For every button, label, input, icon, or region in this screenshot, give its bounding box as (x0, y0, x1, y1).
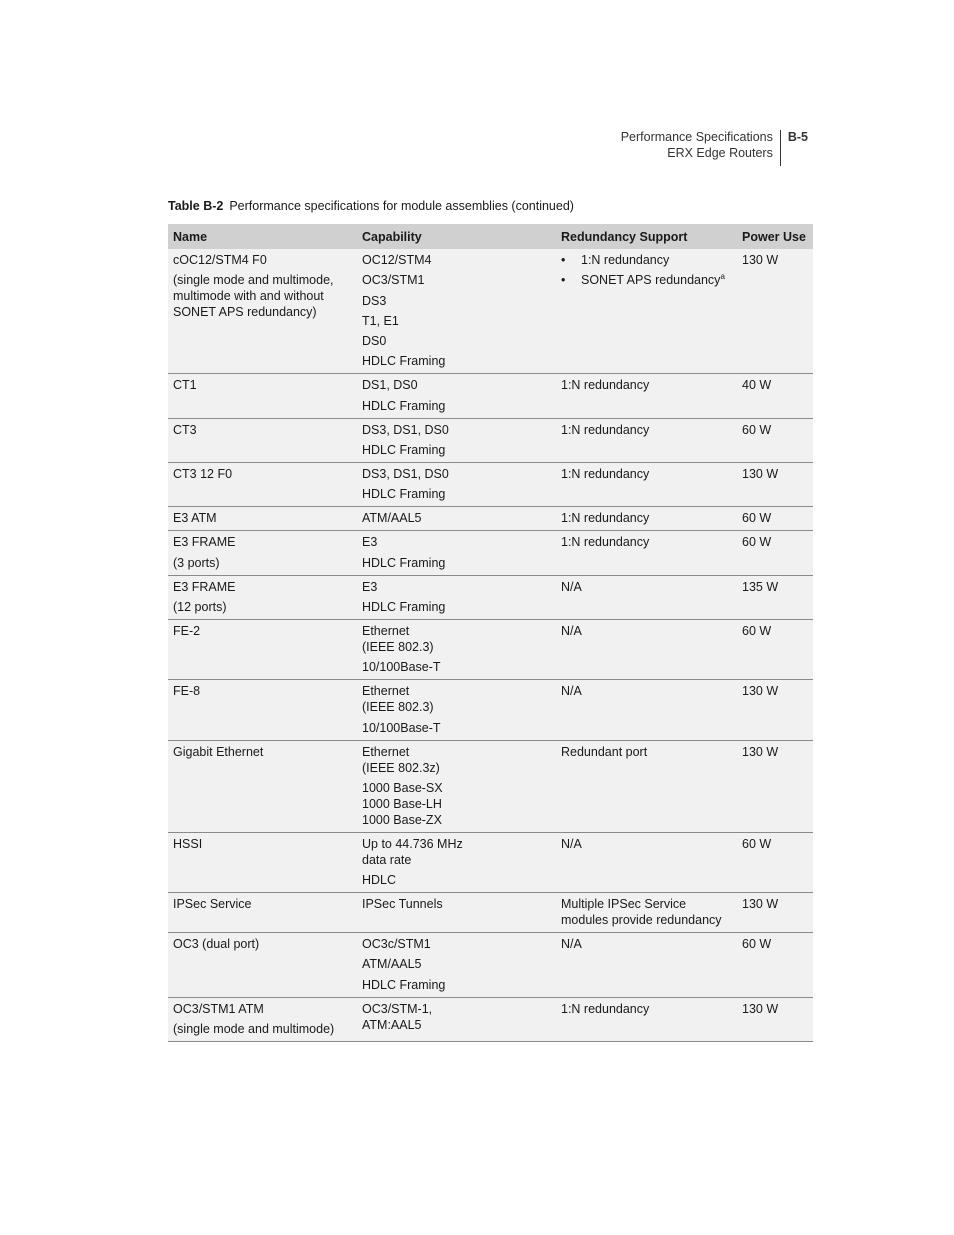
cell-text: OC3/STM-1, (362, 1001, 433, 1016)
cell-redundancy (556, 463, 737, 507)
cell-paragraph (362, 977, 551, 993)
cell-text: (single mode and multimode, (173, 273, 334, 288)
product-name: ERX Edge Routers (667, 145, 773, 160)
cell-paragraph (362, 293, 551, 309)
cell-text: 130 W (742, 253, 779, 267)
column-header-name: Name (168, 224, 357, 249)
cell-text: DS3, DS1, DS0 (362, 422, 449, 437)
cell-text: DS3 (362, 293, 387, 308)
cell-paragraph (561, 936, 732, 952)
cell-paragraph (362, 252, 551, 268)
cell-text: ATM:AAL5 (362, 1017, 422, 1032)
cell-text: CT1 (173, 378, 197, 393)
cell-power (737, 463, 813, 507)
cell-capability (357, 531, 556, 575)
cell-paragraph (362, 1001, 551, 1033)
redundancy-bullet (561, 272, 732, 288)
cell-paragraph (362, 956, 551, 972)
bullet-text: 1:N redundancy (581, 253, 670, 267)
cell-power (737, 619, 813, 679)
cell-text: Ethernet (362, 623, 410, 638)
cell-text: N/A (561, 579, 582, 594)
cell-text: HDLC Framing (362, 354, 446, 369)
column-header-power: Power Use (737, 224, 813, 249)
cell-text: Multiple IPSec Service (561, 897, 687, 912)
cell-capability (357, 418, 556, 462)
cell-text: 135 W (742, 579, 779, 594)
cell-text: 130 W (742, 897, 779, 912)
cell-paragraph (173, 377, 352, 393)
cell-text: 60 W (742, 422, 772, 437)
table-caption (168, 199, 574, 213)
cell-text: 1000 Base-SX (362, 780, 443, 795)
cell-text: FE-8 (173, 684, 201, 699)
cell-text: 1:N redundancy (561, 467, 650, 482)
cell-text: Gigabit Ethernet (173, 744, 264, 759)
cell-text: 130 W (742, 744, 779, 759)
cell-paragraph (561, 744, 732, 760)
cell-name (168, 374, 357, 418)
cell-redundancy (556, 531, 737, 575)
cell-text: 10/100Base-T (362, 660, 441, 675)
table-row (168, 933, 813, 998)
table-row (168, 997, 813, 1041)
cell-paragraph (362, 579, 551, 595)
table-row (168, 374, 813, 418)
page-number: B-5 (787, 130, 808, 144)
cell-capability (357, 463, 556, 507)
cell-text: E3 (362, 535, 378, 550)
cell-paragraph (362, 333, 551, 349)
cell-capability (357, 680, 556, 740)
cell-text: 60 W (742, 535, 772, 550)
cell-text: (IEEE 802.3z) (362, 760, 440, 775)
table-row (168, 531, 813, 575)
cell-text: IPSec Service (173, 897, 252, 912)
cell-capability (357, 507, 556, 531)
table-caption-label: Table B-2 (168, 199, 224, 213)
cell-paragraph (561, 896, 732, 928)
cell-paragraph (362, 836, 551, 868)
cell-paragraph (362, 272, 551, 288)
cell-text: 1:N redundancy (561, 535, 650, 550)
table-row (168, 832, 813, 892)
section-title: Performance Specifications (620, 130, 773, 144)
running-header (621, 130, 808, 166)
cell-power (737, 418, 813, 462)
cell-text: 1000 Base-LH (362, 796, 442, 811)
cell-text: HDLC Framing (362, 555, 446, 570)
cell-text: N/A (561, 836, 582, 851)
cell-paragraph (561, 534, 732, 550)
cell-paragraph (173, 534, 352, 550)
cell-power (737, 531, 813, 575)
cell-paragraph (173, 510, 352, 526)
cell-paragraph (362, 623, 551, 655)
cell-redundancy (556, 249, 737, 374)
cell-name (168, 463, 357, 507)
cell-text: HSSI (173, 836, 203, 851)
running-header-titles (621, 130, 781, 166)
spec-table (168, 224, 813, 1042)
cell-text: DS0 (362, 334, 387, 349)
cell-name (168, 619, 357, 679)
table-header-row (168, 224, 813, 249)
cell-text: OC3/STM1 (362, 273, 425, 288)
cell-paragraph (362, 442, 551, 458)
table-row (168, 619, 813, 679)
cell-paragraph (173, 936, 352, 952)
cell-text: multimode with and without (173, 289, 324, 304)
cell-text: 40 W (742, 378, 772, 393)
cell-text: HDLC Framing (362, 977, 446, 992)
cell-name (168, 832, 357, 892)
cell-paragraph (362, 353, 551, 369)
cell-paragraph (561, 377, 732, 393)
cell-redundancy (556, 832, 737, 892)
cell-text: E3 FRAME (173, 579, 236, 594)
cell-redundancy (556, 997, 737, 1041)
cell-text: OC12/STM4 (362, 253, 432, 267)
cell-redundancy (556, 933, 737, 998)
table-caption-text: Performance specifications for module assemblies (continued) (229, 199, 574, 213)
cell-paragraph (362, 780, 551, 828)
cell-text: CT3 12 F0 (173, 467, 233, 482)
cell-paragraph (362, 377, 551, 393)
cell-paragraph (173, 683, 352, 699)
cell-paragraph (173, 252, 352, 268)
cell-power (737, 740, 813, 832)
cell-text: 60 W (742, 836, 772, 851)
redundancy-bullet-list (561, 252, 732, 288)
cell-text: (IEEE 802.3) (362, 639, 434, 654)
cell-name (168, 575, 357, 619)
cell-text: 1:N redundancy (561, 511, 650, 526)
cell-text: Redundant port (561, 744, 648, 759)
cell-text: ATM/AAL5 (362, 511, 422, 526)
cell-name (168, 418, 357, 462)
cell-capability (357, 933, 556, 998)
cell-text: (IEEE 802.3) (362, 700, 434, 715)
cell-name (168, 740, 357, 832)
column-header-redundancy: Redundancy Support (556, 224, 737, 249)
cell-paragraph (362, 599, 551, 615)
cell-name (168, 997, 357, 1041)
cell-text: E3 FRAME (173, 535, 236, 550)
cell-paragraph (561, 579, 732, 595)
cell-power (737, 933, 813, 998)
cell-paragraph (173, 836, 352, 852)
cell-capability (357, 619, 556, 679)
cell-text: HDLC (362, 873, 397, 888)
cell-paragraph (173, 579, 352, 595)
cell-paragraph (173, 1001, 352, 1017)
cell-paragraph (561, 836, 732, 852)
cell-power (737, 997, 813, 1041)
cell-text: SONET APS redundancy) (173, 305, 317, 320)
cell-text: E3 (362, 579, 378, 594)
cell-paragraph (173, 272, 352, 320)
cell-paragraph (561, 623, 732, 639)
cell-text: OC3 (dual port) (173, 937, 260, 952)
cell-capability (357, 893, 556, 933)
footnote-marker: a (720, 272, 725, 282)
cell-capability (357, 832, 556, 892)
cell-text: 60 W (742, 511, 772, 526)
cell-paragraph (362, 398, 551, 414)
cell-paragraph (362, 744, 551, 776)
cell-text: CT3 (173, 422, 197, 437)
table-row (168, 680, 813, 740)
cell-power (737, 575, 813, 619)
cell-text: E3 ATM (173, 511, 217, 526)
cell-name (168, 680, 357, 740)
column-header-capability: Capability (357, 224, 556, 249)
cell-paragraph (362, 510, 551, 526)
cell-text: Ethernet (362, 684, 410, 699)
cell-power (737, 374, 813, 418)
cell-redundancy (556, 575, 737, 619)
cell-paragraph (362, 422, 551, 438)
cell-paragraph (561, 1001, 732, 1017)
cell-redundancy (556, 740, 737, 832)
cell-text: N/A (561, 684, 582, 699)
cell-text: OC3/STM1 ATM (173, 1001, 264, 1016)
cell-power (737, 507, 813, 531)
cell-text: 130 W (742, 684, 779, 699)
table-row (168, 507, 813, 531)
cell-text: OC3c/STM1 (362, 937, 431, 952)
cell-paragraph (362, 720, 551, 736)
cell-text: N/A (561, 623, 582, 638)
cell-capability (357, 740, 556, 832)
cell-redundancy (556, 374, 737, 418)
cell-capability (357, 374, 556, 418)
bullet-text: SONET APS redundancy (581, 273, 721, 288)
cell-text: FE-2 (173, 623, 201, 638)
cell-paragraph (362, 555, 551, 571)
table-body (168, 249, 813, 1042)
cell-paragraph (362, 659, 551, 675)
cell-text: DS1, DS0 (362, 378, 418, 393)
cell-text: (12 ports) (173, 599, 227, 614)
cell-redundancy (556, 893, 737, 933)
cell-text: 60 W (742, 623, 772, 638)
cell-paragraph (173, 599, 352, 615)
cell-power (737, 893, 813, 933)
cell-text: HDLC Framing (362, 398, 446, 413)
cell-text: Up to 44.736 MHz (362, 836, 463, 851)
table-row (168, 893, 813, 933)
cell-paragraph (173, 466, 352, 482)
cell-power (737, 832, 813, 892)
table-row (168, 740, 813, 832)
cell-paragraph (362, 683, 551, 715)
cell-power (737, 249, 813, 374)
cell-paragraph (362, 466, 551, 482)
cell-text: 1000 Base-ZX (362, 812, 442, 827)
cell-text: Ethernet (362, 744, 410, 759)
cell-text: cOC12/STM4 F0 (173, 253, 267, 267)
cell-name (168, 933, 357, 998)
redundancy-bullet (561, 252, 732, 268)
cell-paragraph (561, 466, 732, 482)
cell-text: HDLC Framing (362, 443, 446, 458)
cell-paragraph (561, 510, 732, 526)
cell-paragraph (362, 313, 551, 329)
cell-paragraph (173, 422, 352, 438)
cell-text: IPSec Tunnels (362, 897, 443, 912)
cell-name (168, 893, 357, 933)
cell-text: DS3, DS1, DS0 (362, 467, 449, 482)
cell-paragraph (362, 872, 551, 888)
cell-paragraph (173, 623, 352, 639)
cell-text: N/A (561, 937, 582, 952)
cell-redundancy (556, 507, 737, 531)
cell-paragraph (173, 1021, 352, 1037)
cell-text: data rate (362, 852, 412, 867)
cell-name (168, 531, 357, 575)
cell-text: (single mode and multimode) (173, 1022, 335, 1037)
cell-paragraph (362, 896, 551, 912)
cell-text: HDLC Framing (362, 487, 446, 502)
table-row (168, 418, 813, 462)
cell-text: 130 W (742, 1001, 779, 1016)
cell-text: HDLC Framing (362, 599, 446, 614)
cell-text: (3 ports) (173, 555, 220, 570)
cell-text: 60 W (742, 937, 772, 952)
cell-capability (357, 997, 556, 1041)
cell-redundancy (556, 418, 737, 462)
table-row (168, 249, 813, 374)
cell-power (737, 680, 813, 740)
cell-capability (357, 575, 556, 619)
cell-redundancy (556, 619, 737, 679)
cell-text: 1:N redundancy (561, 1001, 650, 1016)
cell-paragraph (173, 744, 352, 760)
cell-text: 1:N redundancy (561, 378, 650, 393)
cell-redundancy (556, 680, 737, 740)
table-header (168, 224, 813, 249)
cell-paragraph (561, 422, 732, 438)
table-row (168, 463, 813, 507)
cell-paragraph (561, 683, 732, 699)
cell-paragraph (362, 534, 551, 550)
cell-text: 130 W (742, 467, 779, 482)
cell-name (168, 249, 357, 374)
cell-text: modules provide redundancy (561, 913, 722, 928)
cell-text: ATM/AAL5 (362, 957, 422, 972)
cell-text: T1, E1 (362, 313, 399, 328)
cell-paragraph (173, 896, 352, 912)
cell-name (168, 507, 357, 531)
table-row (168, 575, 813, 619)
cell-text: 1:N redundancy (561, 422, 650, 437)
cell-paragraph (173, 555, 352, 571)
cell-paragraph (362, 486, 551, 502)
cell-paragraph (362, 936, 551, 952)
cell-text: 10/100Base-T (362, 720, 441, 735)
cell-capability (357, 249, 556, 374)
